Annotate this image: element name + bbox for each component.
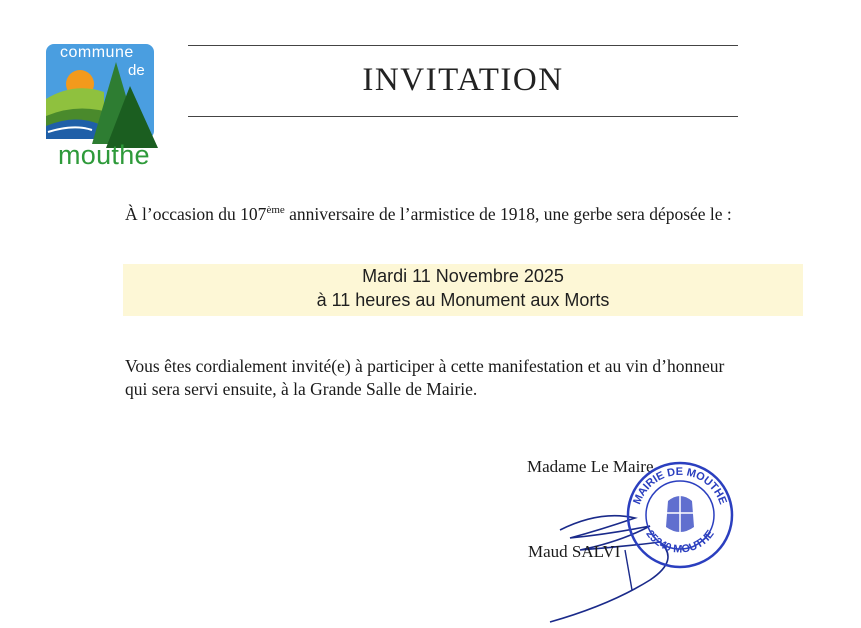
stamp-bottom-text: 25240 MOUTHE	[643, 528, 717, 556]
signatory-name: Maud SALVI	[528, 542, 621, 561]
title-rule-bottom	[188, 116, 738, 117]
intro-text-before: À l’occasion du 107	[125, 204, 267, 224]
signatory-title: Madame Le Maire	[527, 457, 654, 476]
mairie-stamp	[620, 455, 740, 575]
body-line-2: qui sera servi ensuite, à la Grande Salle de Mairie.	[125, 379, 478, 399]
intro-text-after: anniversaire de l’armistice de 1918, une gerbe sera déposée le :	[284, 204, 732, 224]
intro-superscript: ème	[266, 204, 285, 217]
event-place: à 11 heures au Monument aux Morts	[316, 290, 610, 310]
title-rule-top	[188, 45, 738, 46]
event-date: Mardi 11 Novembre 2025	[362, 266, 564, 286]
logo-text-mouthe: mouthe	[58, 140, 150, 170]
logo-text-commune: commune	[60, 44, 134, 61]
page-title: INVITATION	[362, 62, 564, 98]
body-line-1: Vous êtes cordialement invité(e) à participer à cette manifestation et au vin d’honneur	[125, 356, 725, 376]
intro-paragraph	[125, 204, 732, 225]
stamp-top-text: MAIRIE DE MOUTHE	[631, 465, 729, 507]
invitation-body	[125, 355, 724, 401]
logo-text-de: de	[128, 62, 145, 79]
